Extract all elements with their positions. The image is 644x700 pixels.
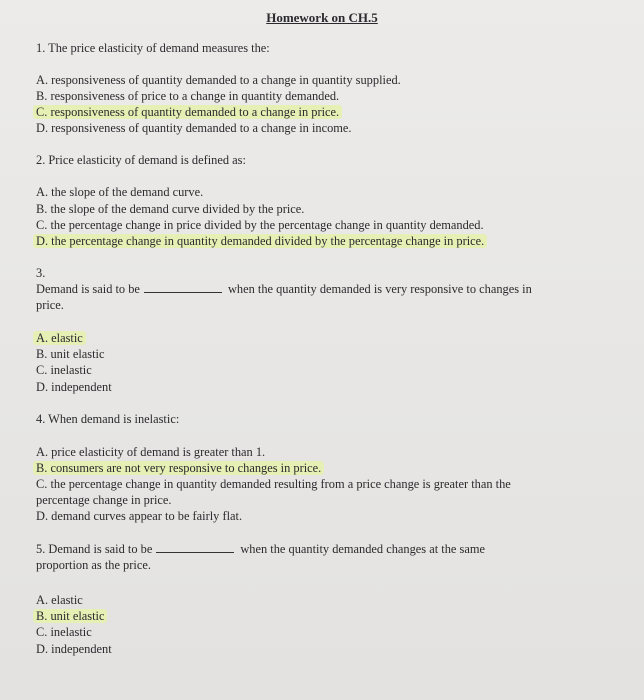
question-3-prompt xyxy=(36,281,532,297)
question-5-option-c: C. inelastic xyxy=(36,625,92,639)
question-3-option-a xyxy=(36,330,86,346)
question-3-option-b: B. unit elastic xyxy=(36,347,105,361)
question-2-option-d xyxy=(36,233,487,249)
highlighted-answer: C. responsiveness of quantity demanded to a change in price. xyxy=(33,105,342,119)
question-5-prompt-start: 5. Demand is said to be xyxy=(36,542,153,556)
question-4-option-c: C. the percentage change in quantity demanded resulting from a price change is greater than the xyxy=(36,477,511,491)
highlighted-answer: A. elastic xyxy=(33,331,86,345)
question-5-option-b xyxy=(36,608,107,624)
question-5-prompt xyxy=(36,541,485,557)
question-3-prompt-start: Demand is said to be xyxy=(36,282,140,296)
question-3-option-c: C. inelastic xyxy=(36,363,92,377)
question-5-prompt-cont: proportion as the price. xyxy=(36,558,151,572)
question-4-prompt: 4. When demand is inelastic: xyxy=(36,412,180,426)
page-title: Homework on CH.5 xyxy=(266,10,378,25)
question-5-option-a: A. elastic xyxy=(36,593,83,607)
answer-blank xyxy=(144,282,222,293)
answer-blank xyxy=(156,542,234,553)
question-4-option-d: D. demand curves appear to be fairly flat. xyxy=(36,509,243,523)
question-1-option-a: A. responsiveness of quantity demanded to a change in quantity supplied. xyxy=(36,73,401,87)
question-1-prompt: 1. The price elasticity of demand measures the: xyxy=(36,41,270,55)
question-1-option-b: B. responsiveness of price to a change in quantity demanded. xyxy=(36,89,340,103)
question-3-number: 3. xyxy=(36,266,46,280)
question-4-option-c-cont: percentage change in price. xyxy=(36,493,172,507)
question-1-option-d: D. responsiveness of quantity demanded to a change in income. xyxy=(36,121,352,135)
highlighted-answer: D. the percentage change in quantity demanded divided by the percentage change in price. xyxy=(33,234,487,248)
question-2-option-c: C. the percentage change in price divided by the percentage change in quantity demanded. xyxy=(36,218,484,232)
question-4-option-b xyxy=(36,460,324,476)
question-1-option-c xyxy=(36,104,342,120)
question-3-prompt-cont: price. xyxy=(36,298,64,312)
highlighted-answer: B. unit elastic xyxy=(33,609,107,623)
question-3-prompt-end: when the quantity demanded is very responsive to changes in xyxy=(227,282,532,296)
question-5-option-d: D. independent xyxy=(36,642,112,656)
question-3-option-d: D. independent xyxy=(36,380,112,394)
question-2-option-b: B. the slope of the demand curve divided by the price. xyxy=(36,202,305,216)
question-5-prompt-end: when the quantity demanded changes at the same xyxy=(240,542,485,556)
question-2-option-a: A. the slope of the demand curve. xyxy=(36,185,204,199)
question-4-option-a: A. price elasticity of demand is greater than 1. xyxy=(36,445,266,459)
question-2-prompt: 2. Price elasticity of demand is defined as: xyxy=(36,153,246,167)
highlighted-answer: B. consumers are not very responsive to changes in price. xyxy=(33,461,324,475)
